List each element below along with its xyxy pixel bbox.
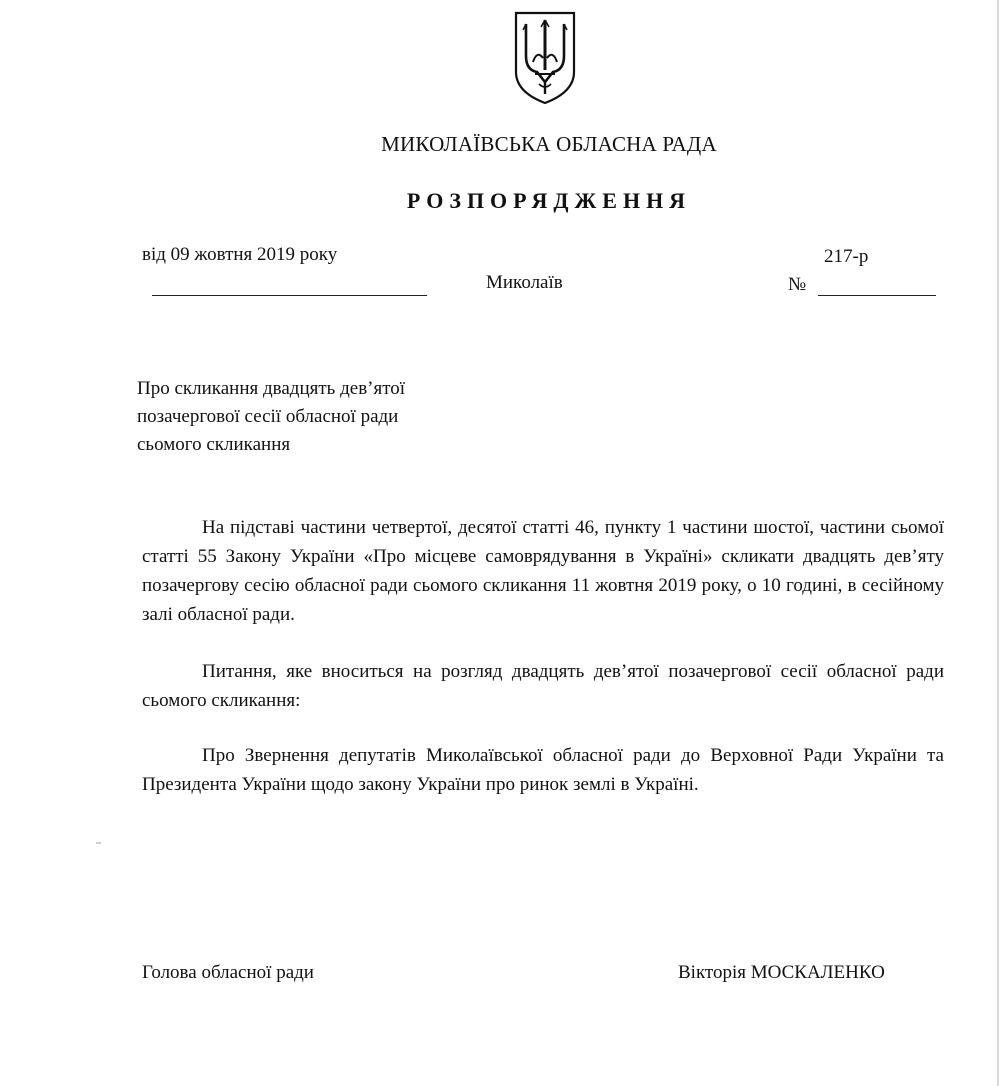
- document-date: від 09 жовтня 2019 року: [142, 244, 338, 265]
- signatory-name: Вікторія МОСКАЛЕНКО: [678, 962, 885, 983]
- signatory-position: Голова обласної ради: [142, 962, 314, 983]
- council-name: МИКОЛАЇВСЬКА ОБЛАСНА РАДА: [381, 132, 717, 156]
- subject-line: Про скликання двадцять дев’ятої: [137, 378, 406, 399]
- scan-mark: [96, 842, 101, 844]
- subject-line: сьомого скликання: [137, 434, 291, 455]
- subject-line: позачергової сесії обласної ради: [137, 406, 399, 427]
- document-number: 217-р: [824, 246, 869, 267]
- document-city: Миколаїв: [486, 272, 563, 293]
- number-underline: [818, 295, 936, 296]
- document-type-title: РОЗПОРЯДЖЕННЯ: [406, 188, 692, 213]
- body-paragraph-agenda-intro: Питання, яке вноситься на розгляд двадцять дев’ятої позачергової сесії обласної ради сьомого скликання:: [142, 661, 944, 711]
- trident-icon: [513, 10, 577, 106]
- date-underline: [152, 295, 427, 296]
- body-paragraph-legal-basis: На підставі частини четвертої, десятої статті 46, пункту 1 частини шостої, частини сьомої статті 55 Закону України «Про місцеве самоврядування в Україні» скликати двадцять дев’яту позачергову сесію обласної ради сьомого скликання 11 жовтня 2019 року, о 10 годині, в сесійному залі обласної ради.: [142, 517, 944, 625]
- body-paragraph-agenda-item: Про Звернення депутатів Миколаївської обласної ради до Верховної Ради України та Президента України щодо закону України про ринок землі в Україні.: [142, 745, 944, 795]
- document-subject: [137, 375, 405, 459]
- number-sign: №: [788, 274, 807, 295]
